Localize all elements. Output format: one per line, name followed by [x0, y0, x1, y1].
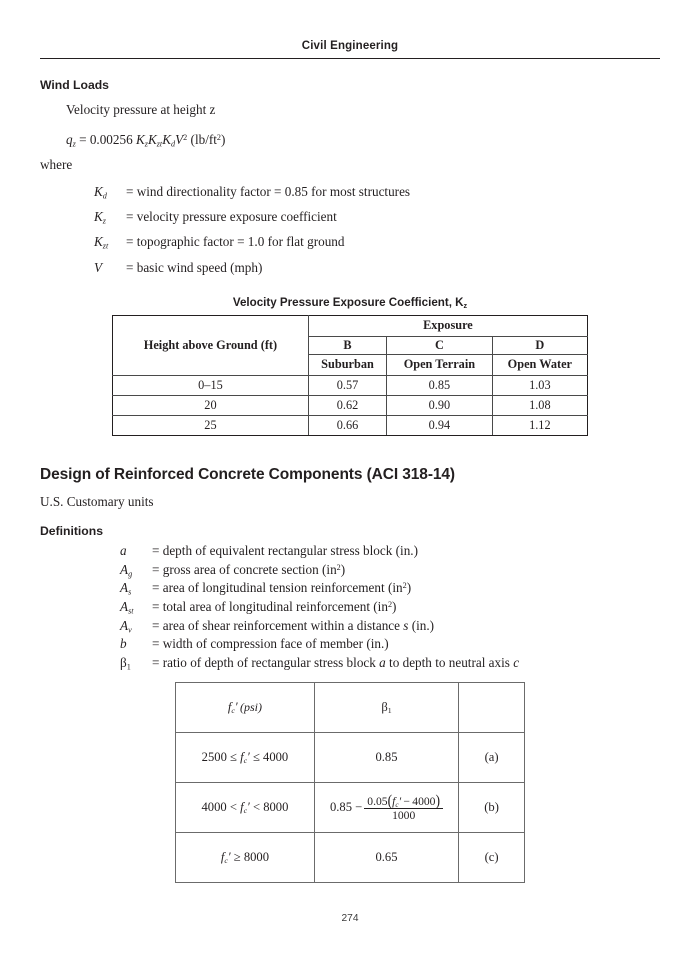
definition-item	[118, 655, 660, 672]
beta-label-a: (a)	[459, 733, 525, 783]
definition-item	[118, 598, 660, 616]
beta-value-a: 0.85	[314, 733, 458, 783]
kz-table-caption-text: Velocity Pressure Exposure Coefficient, K	[232, 295, 464, 309]
table-row	[113, 415, 588, 435]
definition-item	[118, 637, 660, 650]
kz-group-header: Exposure	[308, 315, 587, 336]
table-row	[176, 833, 525, 883]
kz-exposure-letter-c: C	[387, 336, 493, 354]
definition-symbol: $A_s$	[120, 580, 132, 597]
definition-symbol: $\beta_1$	[120, 655, 131, 672]
definition-text: = basic wind speed (mph)	[126, 259, 263, 275]
kz-exposure-name-b: Suburban	[308, 354, 386, 375]
eq-lhs-symbol: q	[66, 132, 73, 147]
definition-text: = topographic factor = 1.0 for flat ground	[126, 234, 345, 250]
table-row	[176, 733, 525, 783]
definition-item	[92, 184, 660, 201]
velocity-pressure-equation: $q_z = 0.00256$ $K_zK_{zt}K_dV^2$ $(lb/ft^2)$	[66, 132, 226, 149]
beta-header-beta1: $\beta_1$	[314, 683, 458, 733]
eq-lhs-subscript: z	[72, 139, 76, 149]
velocity-pressure-exposure-table	[112, 315, 588, 436]
kz-table-caption-subscript: z	[463, 300, 468, 310]
beta-condition-b: $4000 < f_c' < 8000$	[176, 783, 315, 833]
definition-item	[118, 544, 660, 557]
definition-symbol: $K_{zt}$	[94, 234, 109, 251]
beta1-table	[175, 682, 525, 883]
definition-text: = gross area of concrete section $(in^2)$	[152, 561, 346, 577]
definition-text: = width of compression face of member (in.)	[152, 636, 389, 652]
definition-symbol: a	[120, 542, 127, 558]
kz-cell-d: 1.08	[492, 395, 587, 415]
eq-factors: $K_zK_{zt}K_dV^2$	[135, 132, 188, 149]
definition-text: = wind directionality factor = 0.85 for most structures	[126, 184, 411, 199]
definition-item	[92, 261, 660, 274]
kz-table-caption	[40, 296, 660, 309]
running-head: Civil Engineering	[301, 40, 399, 52]
kz-exposure-letter-d: D	[492, 336, 587, 354]
kz-cell-c: 0.90	[387, 395, 493, 415]
where-label: where	[40, 157, 73, 172]
definition-symbol: $K_d$	[94, 184, 107, 201]
section-heading-concrete-design: Design of Reinforced Concrete Components (ACI 318-14)	[40, 465, 455, 483]
definition-text: = area of longitudinal tension reinforcement $(in^2)$	[152, 580, 412, 596]
table-row	[113, 395, 588, 415]
wind-loads-definition-list	[92, 185, 660, 274]
kz-exposure-name-d: Open Water	[492, 354, 587, 375]
beta-fraction-lead: 0.85 −	[329, 800, 363, 815]
definition-text: = velocity pressure exposure coefficient	[126, 209, 337, 225]
beta-value-b	[314, 783, 458, 833]
section-heading-wind-loads: Wind Loads	[40, 78, 109, 92]
definition-text: = depth of equivalent rectangular stress block (in.)	[152, 542, 418, 558]
kz-cell-height: 20	[113, 395, 309, 415]
eq-coefficient: 0.00256	[89, 132, 133, 147]
definition-item	[92, 234, 660, 251]
beta-label-c: (c)	[459, 833, 525, 883]
kz-cell-b: 0.57	[308, 375, 386, 395]
beta-value-c: 0.65	[314, 833, 458, 883]
kz-cell-c: 0.85	[387, 375, 493, 395]
beta-condition-c: $f_c' \ge 8000$	[176, 833, 315, 883]
definition-text: = ratio of depth of rectangular stress block a to depth to neutral axis c	[152, 655, 520, 671]
definition-item	[92, 209, 660, 226]
kz-cell-b: 0.66	[308, 415, 386, 435]
kz-cell-height: 0–15	[113, 375, 309, 395]
definition-symbol: b	[120, 636, 127, 652]
definition-item	[118, 580, 660, 597]
definition-symbol: $K_z$	[94, 209, 106, 226]
definition-item	[118, 619, 660, 632]
kz-cell-d: 1.03	[492, 375, 587, 395]
definition-text: = total area of longitudinal reinforcement $(in^2)$	[152, 598, 397, 614]
beta-label-b: (b)	[459, 783, 525, 833]
kz-row-header: Height above Ground (ft)	[113, 315, 309, 375]
definition-item	[118, 563, 660, 576]
units-note: U.S. Customary units	[40, 493, 154, 509]
running-head-rule	[40, 58, 660, 59]
kz-cell-d: 1.12	[492, 415, 587, 435]
kz-exposure-name-c: Open Terrain	[387, 354, 493, 375]
concrete-definition-list	[118, 542, 660, 672]
kz-cell-c: 0.94	[387, 415, 493, 435]
definitions-heading: Definitions	[40, 523, 103, 538]
beta-header-blank	[459, 683, 525, 733]
definition-symbol: $A_g$	[120, 561, 133, 578]
table-header-row	[176, 683, 525, 733]
beta-fraction-denominator: 1000	[392, 809, 416, 823]
table-row	[176, 783, 525, 833]
kz-cell-height: 25	[113, 415, 309, 435]
page-number: 274	[341, 913, 359, 924]
definition-symbol: $A_v$	[120, 617, 132, 634]
definition-symbol: $A_{st}$	[120, 598, 134, 616]
beta-fraction-numerator: $0.05(f_c' - 4000)$	[364, 794, 443, 810]
definition-text: = area of shear reinforcement within a distance s (in.)	[152, 617, 435, 633]
kz-exposure-letter-b: B	[308, 336, 386, 354]
beta-fraction	[364, 791, 443, 823]
beta-condition-a: $2500 \le f_c' \le 4000$	[176, 733, 315, 783]
table-row	[113, 375, 588, 395]
wind-loads-lead-in: Velocity pressure at height z	[66, 102, 216, 117]
definition-symbol: V	[94, 259, 103, 275]
table-header-row	[113, 315, 588, 336]
beta-header-fc: $f_c'$ (psi)	[176, 683, 315, 733]
kz-cell-b: 0.62	[308, 395, 386, 415]
